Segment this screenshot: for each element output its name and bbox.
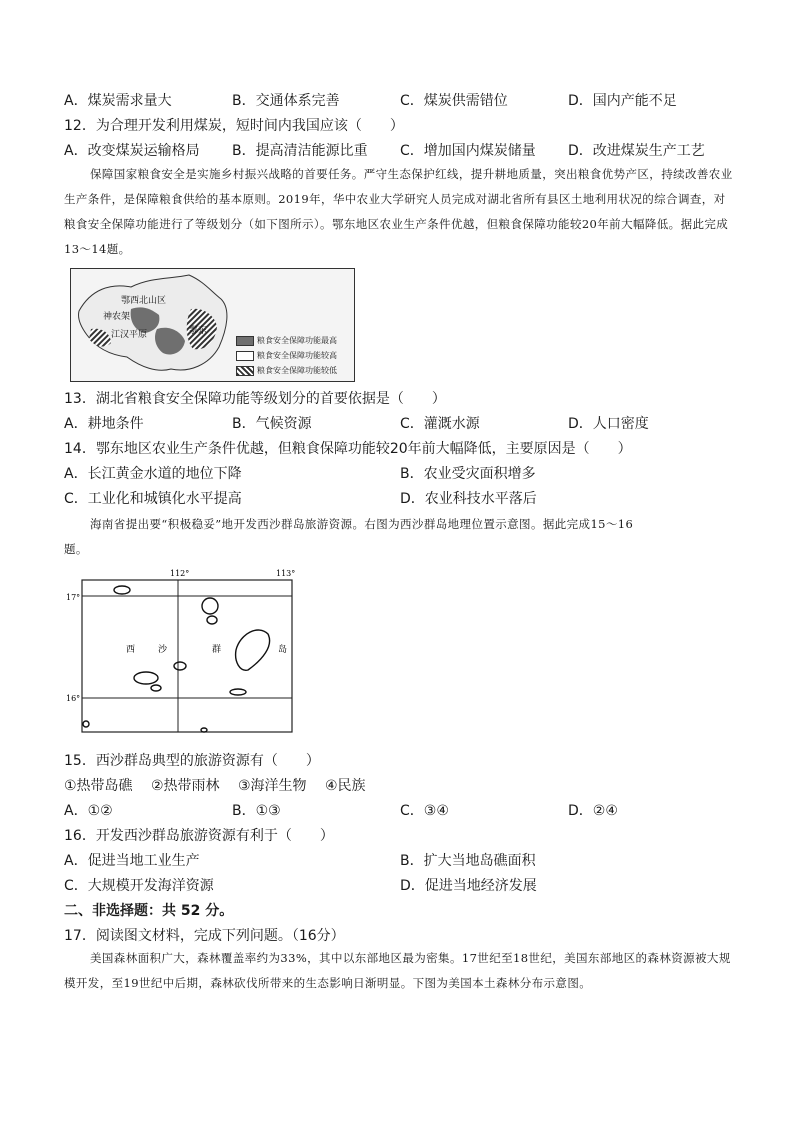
lon-label-112: 112° xyxy=(170,569,190,578)
section-two-heading: 二、非选择题：共 52 分。 xyxy=(64,903,234,919)
q15-option-c: C．③④ xyxy=(400,803,449,819)
passage-food-security-text: 保障国家粮食安全是实施乡村振兴战略的首要任务。严守生态保护红线，提升耕地质量，突出粮食优势产区，持续改善农业生产条件，是保障粮食供给的基本原则。2019年，华中农业大学研究人员完成对湖北省所有县区土地利用状况的综合调查，对粮食安全保障功能进行了等级划分（如下图所示）。鄂东地区农业生产条件优越，但粮食保障功能较20年前大幅降低。据此完成13～14题。 xyxy=(64,167,733,256)
hubei-map xyxy=(70,268,355,382)
q13-stem: 13．湖北省粮食安全保障功能等级划分的首要依据是（ ） xyxy=(64,391,446,407)
legend-label-low: 粮食安全保障功能较低 xyxy=(257,366,337,375)
legend-high xyxy=(236,350,337,361)
passage-xisha-line2: 题。 xyxy=(64,542,88,556)
q16-option-d: D．促进当地经济发展 xyxy=(400,878,537,894)
map-char-dao: 岛 xyxy=(278,645,288,655)
q14-option-a: A．长江黄金水道的地位下降 xyxy=(64,466,242,482)
q15-items: ①热带岛礁 ②热带雨林 ③海洋生物 ④民族 xyxy=(64,778,366,794)
map-char-xi: 西 xyxy=(126,645,136,655)
q16-option-a: A．促进当地工业生产 xyxy=(64,853,200,869)
q11-option-c: C．煤炭供需错位 xyxy=(400,93,508,109)
q12-stem: 12．为合理开发利用煤炭，短时间内我国应该（ ） xyxy=(64,118,404,134)
map-label-plain: 江汉平原 xyxy=(111,330,148,340)
map-char-sha: 沙 xyxy=(158,645,168,655)
passage-xisha xyxy=(64,512,734,562)
map-label-northwest: 鄂西北山区 xyxy=(121,296,167,306)
q11-option-b: B．交通体系完善 xyxy=(232,93,340,109)
q17-passage xyxy=(64,946,734,996)
passage-xisha-line1: 海南省提出要“积极稳妥”地开发西沙群岛旅游资源。右图为西沙群岛地理位置示意图。据此完成15～16 xyxy=(90,517,634,531)
map-label-east: 鄂东 xyxy=(189,326,208,336)
legend-swatch-highest xyxy=(236,336,254,346)
q15-option-d: D．②④ xyxy=(568,803,618,819)
map-char-qun: 群 xyxy=(212,645,222,655)
xisha-map xyxy=(64,568,300,740)
legend-label-high: 粮食安全保障功能较高 xyxy=(257,351,337,360)
q12-option-d: D．改进煤炭生产工艺 xyxy=(568,143,705,159)
legend-swatch-high xyxy=(236,351,254,361)
map-label-shennongjia: 神农架 xyxy=(103,312,131,322)
q15-stem: 15．西沙群岛典型的旅游资源有（ ） xyxy=(64,753,320,769)
q14-option-d: D．农业科技水平落后 xyxy=(400,491,537,507)
passage-food-security xyxy=(64,162,734,262)
legend-swatch-low xyxy=(236,366,254,376)
legend-low xyxy=(236,365,337,376)
q14-option-c: C．工业化和城镇化水平提高 xyxy=(64,491,242,507)
q13-option-b: B．气候资源 xyxy=(232,416,312,432)
q13-option-a: A．耕地条件 xyxy=(64,416,144,432)
q13-option-c: C．灌溉水源 xyxy=(400,416,480,432)
lon-label-113: 113° xyxy=(276,569,296,578)
q12-option-c: C．增加国内煤炭储量 xyxy=(400,143,536,159)
q12-option-a: A．改变煤炭运输格局 xyxy=(64,143,200,159)
q17-stem: 17．阅读图文材料，完成下列问题。（16分） xyxy=(64,928,345,944)
q11-option-d: D．国内产能不足 xyxy=(568,93,677,109)
lat-label-17: 17° xyxy=(66,593,81,602)
legend-highest xyxy=(236,335,337,346)
q16-option-c: C．大规模开发海洋资源 xyxy=(64,878,214,894)
q15-option-b: B．①③ xyxy=(232,803,281,819)
q12-option-b: B．提高清洁能源比重 xyxy=(232,143,368,159)
q14-stem: 14．鄂东地区农业生产条件优越，但粮食保障功能较20年前大幅降低，主要原因是（ ） xyxy=(64,441,632,457)
q16-option-b: B．扩大当地岛礁面积 xyxy=(400,853,536,869)
lat-label-16: 16° xyxy=(66,694,81,703)
q11-option-a: A．煤炭需求量大 xyxy=(64,93,172,109)
q16-stem: 16．开发西沙群岛旅游资源有利于（ ） xyxy=(64,828,334,844)
xisha-map-graphic xyxy=(64,568,300,740)
q14-option-b: B．农业受灾面积增多 xyxy=(400,466,536,482)
q17-passage-text: 美国森林面积广大，森林覆盖率约为33%，其中以东部地区最为密集。17世纪至18世纪，美国东部地区的森林资源被大规模开发，至19世纪中后期，森林砍伐所带来的生态影响日渐明显。下图为美国本土森林分布示意图。 xyxy=(64,951,731,990)
legend-label-highest: 粮食安全保障功能最高 xyxy=(257,336,337,345)
q13-option-d: D．人口密度 xyxy=(568,416,649,432)
q15-option-a: A．①② xyxy=(64,803,113,819)
